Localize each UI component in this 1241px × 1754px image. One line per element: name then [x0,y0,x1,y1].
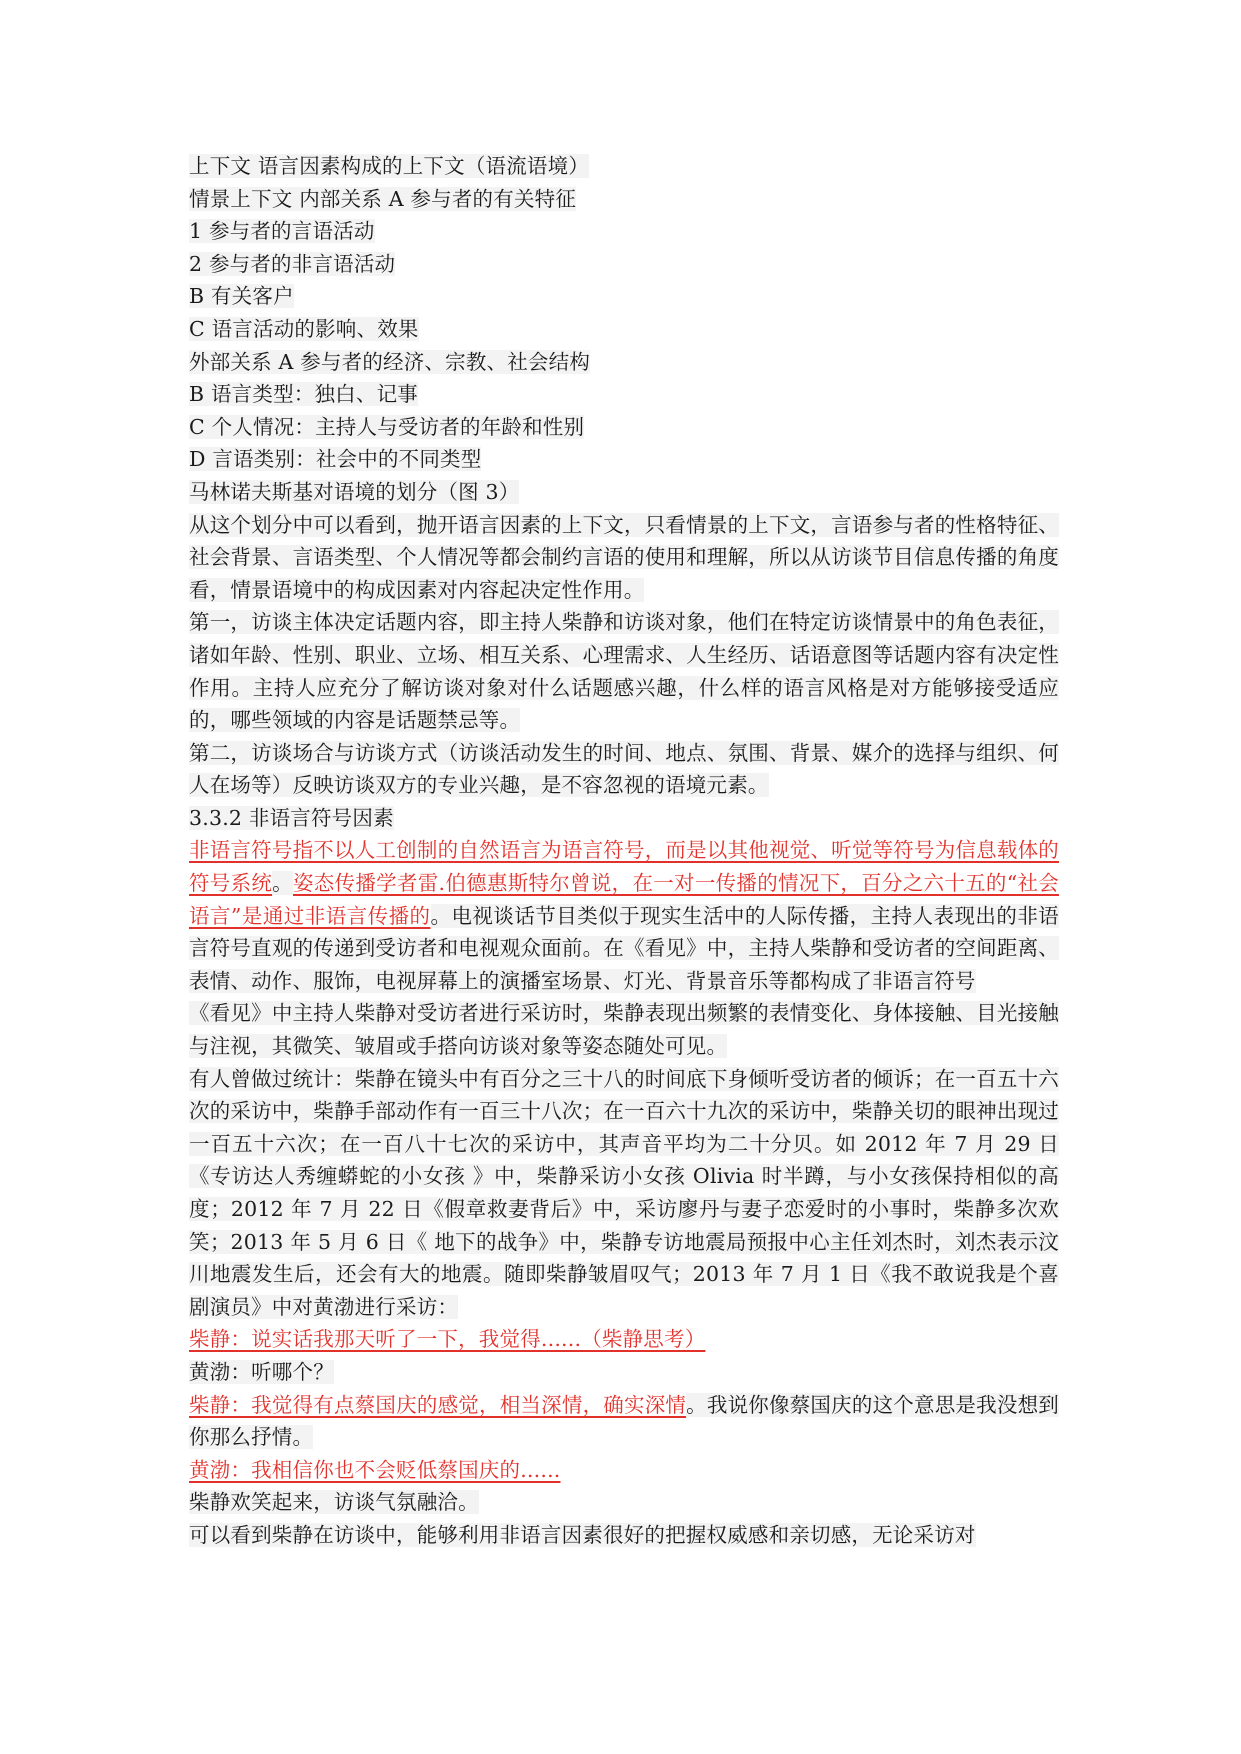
line-text: 马林诺夫斯基对语境的划分（图 3） [189,479,520,504]
paragraph [189,834,1059,997]
line-text: 1 参与者的言语活动 [189,219,375,244]
dialogue-line [189,1486,1059,1519]
text-line [189,346,1059,379]
paragraph [189,997,1059,1062]
text-line [189,378,1059,411]
dialogue-text: 柴静欢笑起来，访谈气氛融洽。 [189,1490,479,1515]
text-line [189,215,1059,248]
text-line [189,411,1059,444]
paragraph-text: 《看见》中主持人柴静对受访者进行采访时，柴静表现出频繁的表情变化、身体接触、目光接触与注视，其微笑、皱眉或手搭向访谈对象等姿态随处可见。 [189,1001,1059,1059]
paragraph [189,1063,1059,1324]
dialogue-text: 黄渤：听哪个？ [189,1359,334,1384]
highlighted-text: 姿态传播学者雷.伯德惠斯特尔曾说，在一对一传播的情况下，百分之六十五的“社会语言”是通过非语言传播的 [189,871,1059,928]
text-line [189,280,1059,313]
paragraph-text: 有人曾做过统计：柴静在镜头中有百分之三十八的时间底下身倾听受访者的倾诉；在一百五十六次的采访中，柴静手部动作有一百三十八次；在一百六十九次的采访中，柴静关切的眼神出现过一百五十六次；在一百八十七次的采访中，其声音平均为二十分贝。如 2012 年 7 月 29 日《专访达人秀缠蟒蛇的小女孩 》中，柴静采访小女孩 Olivia 时半蹲，与小女孩保持相似的高度；2012 年 7 月 22 日《假章救妻背后》中，采访廖丹与妻子恋爱时的小事时，柴静多次欢笑；2013 年 5 月 6 日《 地下的战争》中，柴静专访地震局预报中心主任刘杰时，刘杰表示汶川地震发生后，还会有大的地震。随即柴静皱眉叹气；2013 年 7 月 1 日《我不敢说我是个喜剧演员》中对黄渤进行采访： [189,1066,1059,1319]
text-line [189,150,1059,183]
dialogue-line [189,1389,1059,1454]
line-text: B 有关客户 [189,284,294,309]
line-text: D 言语类别：社会中的不同类型 [189,447,482,472]
text-line [189,248,1059,281]
line-text: B 语言类型：独白、记事 [189,382,418,407]
line-text: C 个人情况：主持人与受访者的年龄和性别 [189,414,585,439]
paragraph-text: 。 [272,871,293,896]
highlighted-text: 柴静：说实话我那天听了一下，我觉得......（柴静思考） [189,1327,706,1352]
text-line [189,183,1059,216]
paragraph [189,737,1059,802]
section-heading [189,802,1059,835]
line-text: 外部关系 A 参与者的经济、宗教、社会结构 [189,349,591,374]
paragraph-text: 可以看到柴静在访谈中，能够利用非语言因素很好的把握权威感和亲切感，无论采访对 [189,1522,976,1547]
dialogue-line [189,1323,1059,1356]
line-text: 情景上下文 内部关系 A 参与者的有关特征 [189,186,577,211]
highlighted-text: 非语言符号指不以人工创制的自然语言为语言符号，而是以其他视觉、听觉等符号为信息载体的符号系统 [189,838,1059,896]
highlighted-text: 黄渤：我相信你也不会贬低蔡国庆的...... [189,1457,561,1482]
paragraph-text: 。电视谈话节目类似于现实生活中的人际传播，主持人表现出的非语言符号直观的传递到受访者和电视观众面前。在《看见》中，主持人柴静和受访者的空间距离、表情、动作、服饰，电视屏幕上的演播室场景、灯光、背景音乐等都构成了非语言符号 [189,903,1060,993]
paragraph-text: 从这个划分中可以看到，抛开语言因素的上下文，只看情景的上下文，言语参与者的性格特征、社会背景、言语类型、个人情况等都会制约言语的使用和理解，所以从访谈节目信息传播的角度看，情景语境中的构成因素对内容起决定性作用。 [189,512,1059,602]
line-text: C 语言活动的影响、效果 [189,316,419,341]
paragraph [189,606,1059,736]
line-text: 2 参与者的非言语活动 [189,251,396,276]
paragraph-text: 第一，访谈主体决定话题内容，即主持人柴静和访谈对象，他们在特定访谈情景中的角色表征，诸如年龄、性别、职业、立场、相互关系、心理需求、人生经历、话语意图等话题内容有决定性作用。主持人应充分了解访谈对象对什么话题感兴趣，什么样的语言风格是对方能够接受适应的，哪些领域的内容是话题禁忌等。 [189,610,1059,733]
dialogue-line [189,1356,1059,1389]
paragraph-text: 第二，访谈场合与访谈方式（访谈活动发生的时间、地点、氛围、背景、媒介的选择与组织、何人在场等）反映访谈双方的专业兴趣，是不容忽视的语境元素。 [189,740,1059,798]
highlighted-text: 柴静：我觉得有点蔡国庆的感觉，相当深情，确实深情 [189,1392,687,1417]
paragraph [189,1519,1059,1552]
dialogue-text: 。我说你像蔡国庆的这个意思是我没想到你那么抒情。 [189,1392,1059,1450]
section-heading-text: 3.3.2 非语言符号因素 [189,805,394,830]
dialogue-line [189,1454,1059,1487]
text-line [189,313,1059,346]
document-body [189,150,1059,1552]
paragraph [189,509,1059,607]
text-line [189,443,1059,476]
line-text: 上下文 语言因素构成的上下文（语流语境） [189,154,590,178]
text-line [189,476,1059,509]
